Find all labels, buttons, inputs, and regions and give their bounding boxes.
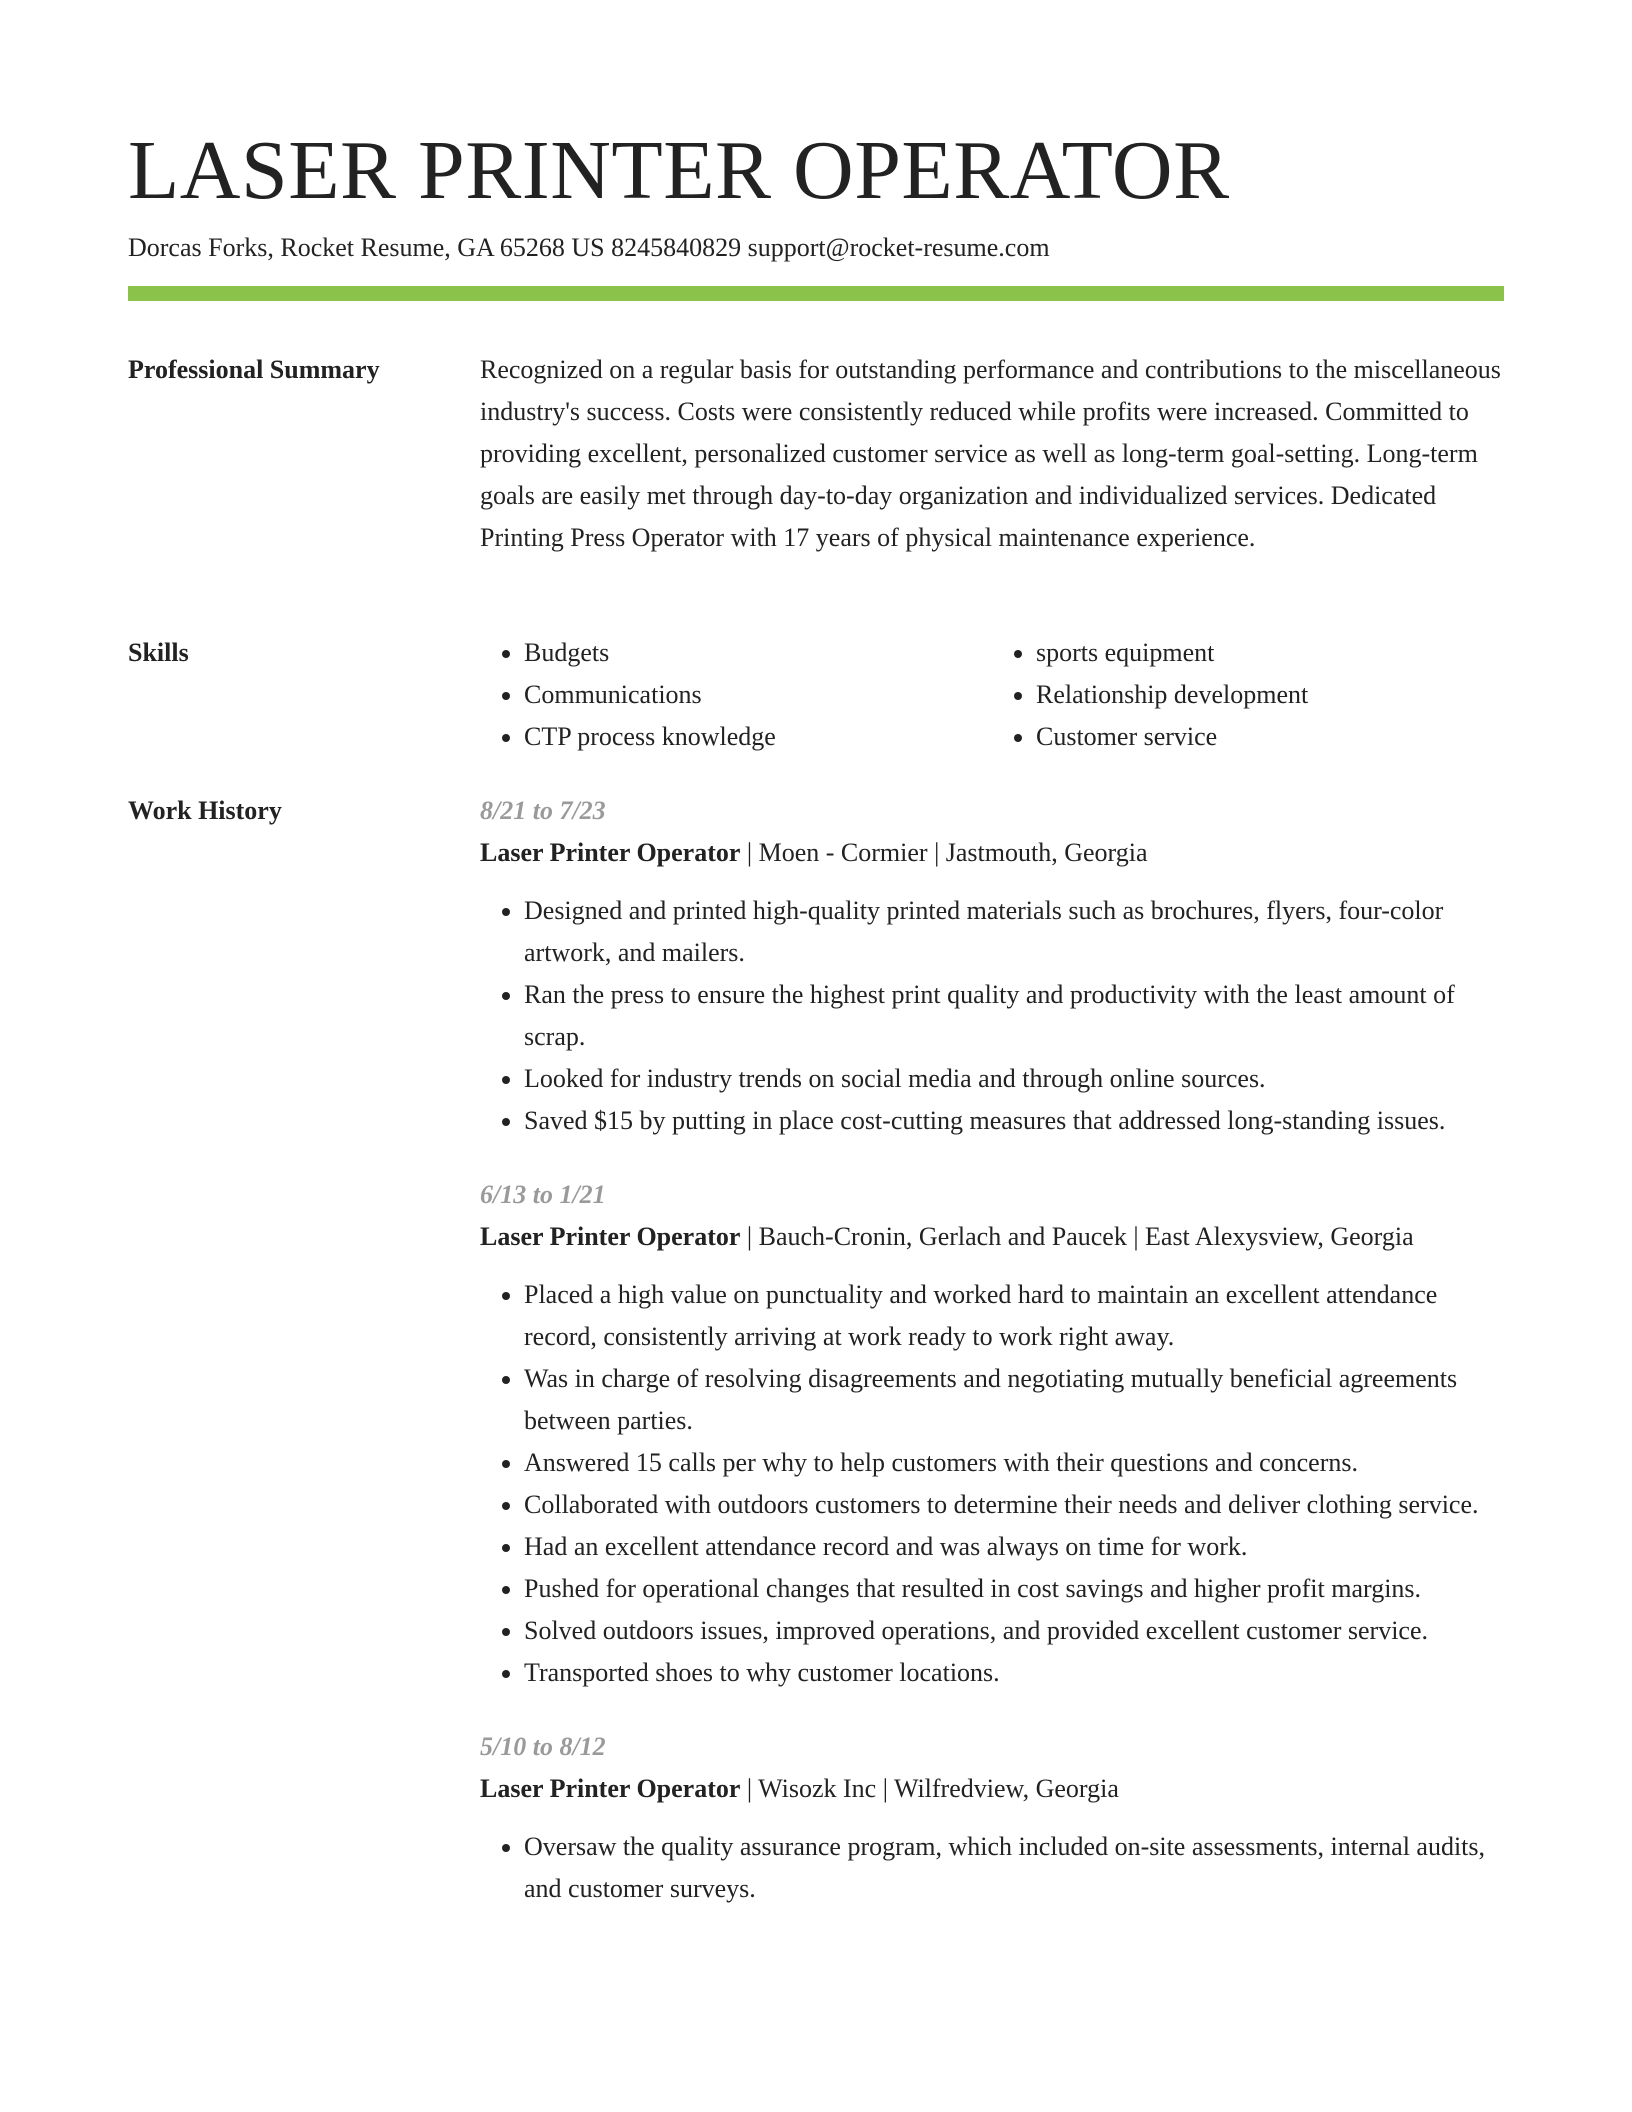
skill-item: • Relationship development	[1036, 674, 1504, 716]
header-divider	[128, 286, 1504, 301]
job-title-line	[480, 832, 1504, 874]
job-bullet: • Looked for industry trends on social media and through online sources.	[524, 1058, 1504, 1100]
job-bullet: • Pushed for operational changes that resulted in cost savings and higher profit margins.	[524, 1568, 1504, 1610]
job-bullet: • Saved $15 by putting in place cost-cutting measures that addressed long-standing issues.	[524, 1100, 1504, 1142]
skill-item: • Customer service	[1036, 716, 1504, 758]
job-bullet: • Placed a high value on punctuality and worked hard to maintain an excellent attendance record, consistently arriving at work ready to work right away.	[524, 1274, 1504, 1358]
job-title: Laser Printer Operator	[480, 1774, 741, 1803]
job-bullet: • Had an excellent attendance record and was always on time for work.	[524, 1526, 1504, 1568]
job-bullet: • Ran the press to ensure the highest print quality and productivity with the least amount of scrap.	[524, 974, 1504, 1058]
job-details: | Wisozk Inc | Wilfredview, Georgia	[740, 1774, 1119, 1803]
job-details: | Bauch-Cronin, Gerlach and Paucek | East Alexysview, Georgia	[740, 1222, 1414, 1251]
summary-text: Recognized on a regular basis for outstanding performance and contributions to the miscellaneous industry's success. Costs were consistently reduced while profits were increased. Committed to providing excellent, personalized customer service as well as long-term goal-setting. Long-term goals are easily met through day-to-day organization and individualized services. Dedicated Printing Press Operator with 17 years of physical maintenance experience.	[480, 355, 1501, 552]
job-entry	[480, 790, 1504, 1142]
job-dates: 6/13 to 1/21	[480, 1180, 606, 1209]
job-title: Laser Printer Operator	[480, 1222, 741, 1251]
work-history-label: Work History	[128, 796, 282, 825]
contact-line	[128, 230, 1050, 266]
job-bullet: • Was in charge of resolving disagreements and negotiating mutually beneficial agreements between parties.	[524, 1358, 1504, 1442]
job-bullet: • Oversaw the quality assurance program, which included on-site assessments, internal audits, and customer surveys.	[524, 1826, 1504, 1910]
job-bullet: • Collaborated with outdoors customers to determine their needs and deliver clothing service.	[524, 1484, 1504, 1526]
resume-name-heading: LASER PRINTER OPERATOR	[128, 124, 1230, 217]
contact-address: Dorcas Forks, Rocket Resume, GA 65268 US	[128, 233, 612, 262]
job-bullet-list	[480, 1826, 1504, 1910]
skill-item: • Budgets	[524, 632, 992, 674]
job-details: | Moen - Cormier | Jastmouth, Georgia	[740, 838, 1148, 867]
job-bullet-list	[480, 1274, 1504, 1694]
job-dates: 8/21 to 7/23	[480, 796, 606, 825]
job-title: Laser Printer Operator	[480, 838, 741, 867]
job-bullet-list	[480, 890, 1504, 1142]
summary-label: Professional Summary	[128, 355, 380, 384]
job-dates: 5/10 to 8/12	[480, 1732, 606, 1761]
job-bullet: • Designed and printed high-quality printed materials such as brochures, flyers, four-color artwork, and mailers.	[524, 890, 1504, 974]
skill-item: • CTP process knowledge	[524, 716, 992, 758]
job-bullet: • Solved outdoors issues, improved operations, and provided excellent customer service.	[524, 1610, 1504, 1652]
contact-email: support@rocket-resume.com	[747, 233, 1050, 262]
summary-body	[480, 349, 1504, 559]
skills-body	[480, 632, 1504, 758]
job-title-line	[480, 1216, 1504, 1258]
skill-item: • sports equipment	[1036, 632, 1504, 674]
skill-item: • Communications	[524, 674, 992, 716]
job-bullet: • Transported shoes to why customer locations.	[524, 1652, 1504, 1694]
skills-list-left	[480, 632, 992, 758]
job-entry	[480, 1726, 1504, 1910]
job-bullet: • Answered 15 calls per why to help customers with their questions and concerns.	[524, 1442, 1504, 1484]
job-title-line	[480, 1768, 1504, 1810]
skills-list-right	[992, 632, 1504, 758]
job-entry	[480, 1174, 1504, 1694]
skills-label: Skills	[128, 638, 189, 667]
work-history-body	[480, 790, 1504, 1942]
contact-phone: 8245840829	[611, 233, 748, 262]
